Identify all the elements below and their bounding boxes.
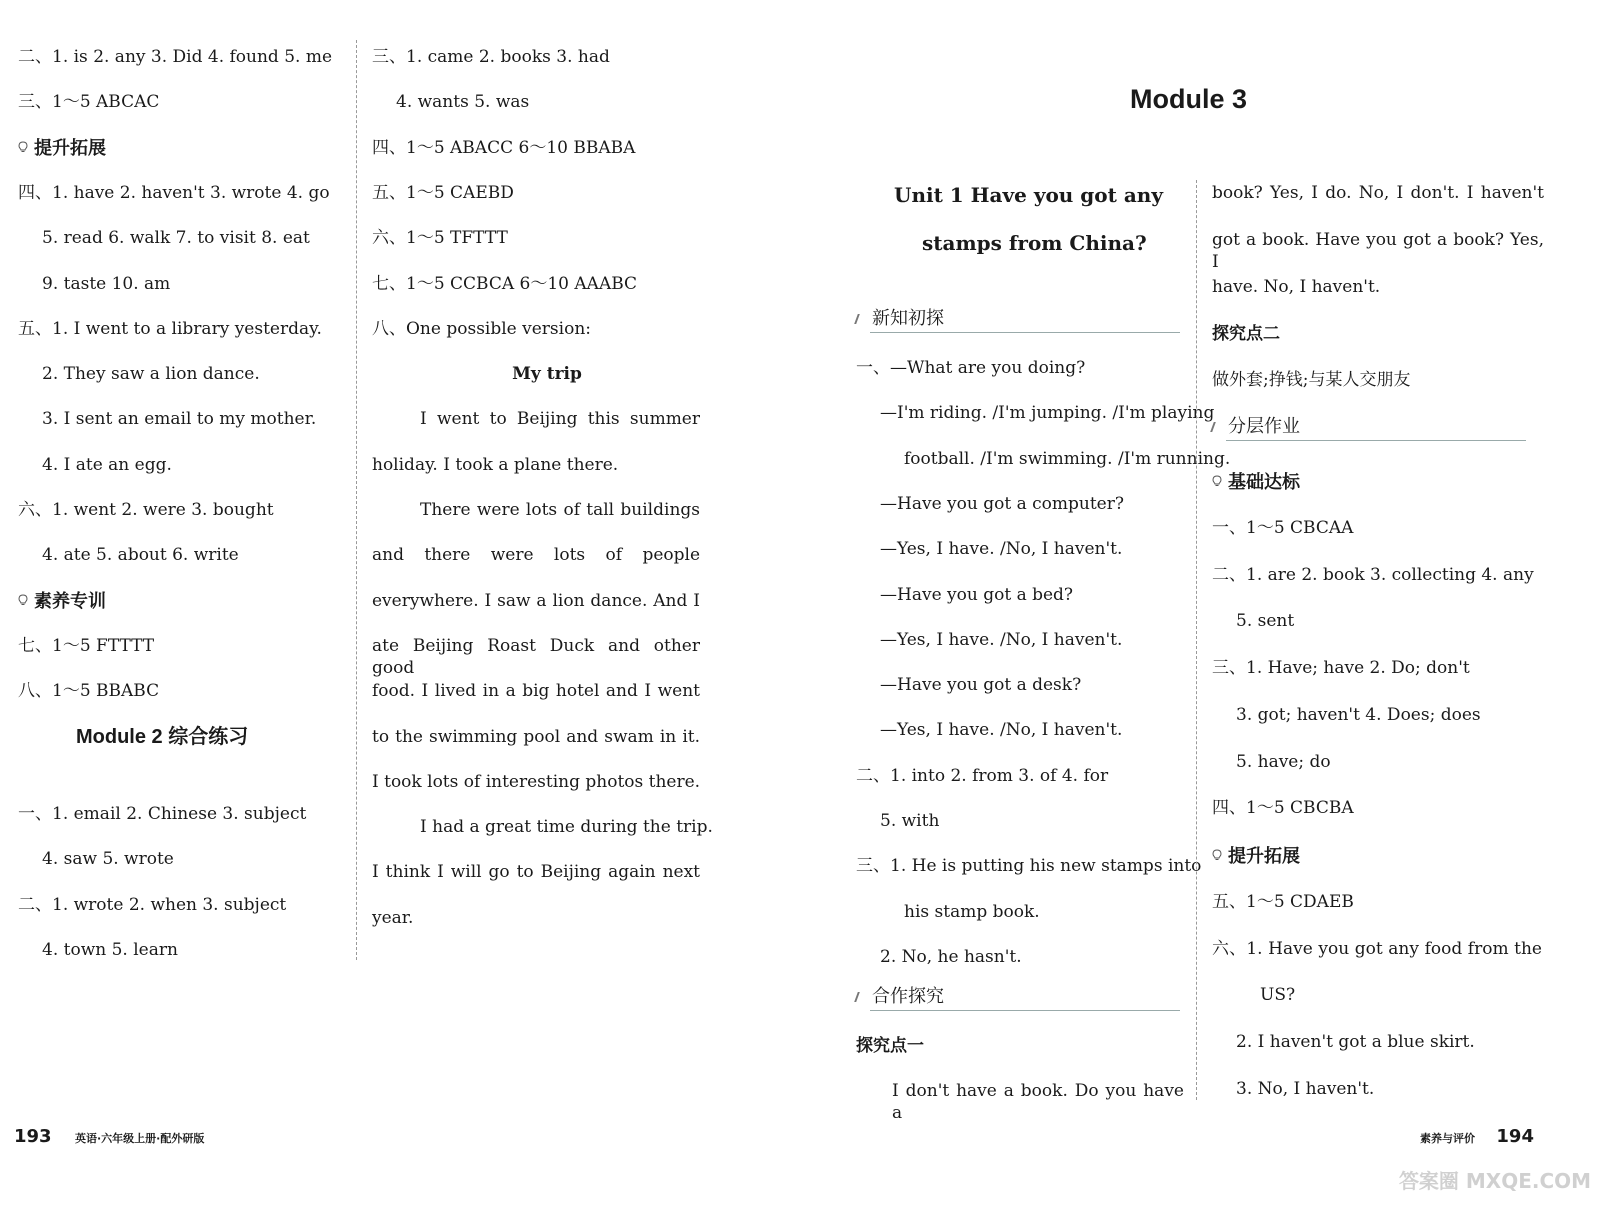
answer-line: —Yes, I have. /No, I haven't. <box>880 629 1123 650</box>
inquiry-point-1: 探究点一 <box>856 1036 924 1056</box>
column-divider-right <box>1196 180 1197 1100</box>
essay-title: My trip <box>512 364 582 385</box>
answer-line: 4. saw 5. wrote <box>42 849 174 870</box>
footer-series-title: 素养与评价 <box>1420 1132 1475 1145</box>
answer-line: 一、1～5 CBCAA <box>1212 518 1354 538</box>
section-underline <box>870 332 1180 333</box>
section-heading-advanced: 提升拓展 <box>1212 845 1300 868</box>
answer-line: 三、1. He is putting his new stamps into <box>856 856 1202 877</box>
section-underline <box>1226 440 1526 441</box>
answer-line: 做外套;挣钱;与某人交朋友 <box>1212 370 1411 390</box>
answer-line: —I'm riding. /I'm jumping. /I'm playing <box>880 403 1215 424</box>
answer-line: —Have you got a computer? <box>880 493 1124 514</box>
answer-line: 七、1～5 CCBCA 6～10 AAABC <box>372 273 638 294</box>
answer-line: 2. I haven't got a blue skirt. <box>1236 1032 1475 1053</box>
answer-line: 3. No, I haven't. <box>1236 1078 1375 1099</box>
section-underline <box>870 1010 1180 1011</box>
answer-line: 三、1～5 ABCAC <box>18 92 160 113</box>
section-heading: 提升拓展 <box>18 137 106 160</box>
answer-line: 二、1. is 2. any 3. Did 4. found 5. me <box>18 47 333 67</box>
section-marker-icon <box>854 992 866 1002</box>
answer-line: 六、1. Have you got any food from the <box>1212 938 1542 959</box>
answer-line: 四、1～5 CBCBA <box>1212 798 1354 819</box>
answer-line: 5. have; do <box>1236 751 1331 772</box>
essay-line: I think I will go to Beijing again next <box>372 862 700 883</box>
answer-line: 五、1～5 CAEBD <box>372 182 514 203</box>
bulb-icon <box>18 137 28 147</box>
footer-book-title: 英语·六年级上册·配外研版 <box>74 1132 205 1145</box>
answer-line: —Yes, I have. /No, I haven't. <box>880 720 1123 741</box>
answer-line: 5. read 6. walk 7. to visit 8. eat <box>42 228 310 249</box>
answer-line: 4. town 5. learn <box>42 939 178 960</box>
unit-title-line-2: stamps from China? <box>922 231 1147 255</box>
answer-line: 一、—What are you doing? <box>856 358 1086 378</box>
answer-line: 五、1～5 CDAEB <box>1212 892 1354 912</box>
answer-line: 3. got; haven't 4. Does; does <box>1236 704 1481 725</box>
bulb-icon <box>1212 471 1222 481</box>
answer-line: 二、1. wrote 2. when 3. subject <box>18 894 287 915</box>
module-2-title: Module 2 综合练习 <box>76 726 249 748</box>
answer-line: 4. wants 5. was <box>396 92 530 113</box>
essay-line: holiday. I took a plane there. <box>372 454 619 475</box>
answer-line: 二、1. into 2. from 3. of 4. for <box>856 765 1109 786</box>
answer-line: 三、1. came 2. books 3. had <box>372 47 610 67</box>
page-number-left: 193 <box>14 1126 52 1147</box>
answer-line: 八、One possible version: <box>372 318 591 339</box>
watermark-logo <box>1398 1136 1592 1206</box>
section-heading: 素养专训 <box>18 590 106 613</box>
answer-line: have. No, I haven't. <box>1212 277 1381 297</box>
essay-line: ate Beijing Roast Duck and other good <box>372 635 700 678</box>
answer-line: got a book. Have you got a book? Yes, I <box>1212 230 1544 272</box>
answer-line: 2. They saw a lion dance. <box>42 364 260 385</box>
bulb-icon <box>18 590 28 600</box>
section-marker-icon <box>1210 422 1222 432</box>
answer-line: —Have you got a bed? <box>880 584 1074 605</box>
essay-line: everywhere. I saw a lion dance. And I <box>372 590 700 611</box>
answer-line: 9. taste 10. am <box>42 273 171 294</box>
page-number-right: 194 <box>1496 1126 1534 1147</box>
footer-left <box>14 1126 204 1147</box>
module-3-title: Module 3 <box>1130 84 1248 114</box>
answer-line: his stamp book. <box>904 901 1040 922</box>
inquiry-point-2: 探究点二 <box>1212 324 1280 344</box>
answer-line: 二、1. are 2. book 3. collecting 4. any <box>1212 564 1534 585</box>
essay-line: and there were lots of people <box>372 545 700 566</box>
answer-line: 3. I sent an email to my mother. <box>42 409 317 430</box>
essay-line: I had a great time during the trip. <box>420 817 713 838</box>
bulb-icon <box>1212 845 1222 855</box>
answer-line: 六、1. went 2. were 3. bought <box>18 500 274 520</box>
answer-line: 三、1. Have; have 2. Do; don't <box>1212 658 1470 679</box>
section-cooperative-inquiry: 合作探究 <box>856 986 944 1008</box>
answer-line: 5. with <box>880 811 940 831</box>
answer-line: 一、1. email 2. Chinese 3. subject <box>18 804 307 824</box>
answer-line: 2. No, he hasn't. <box>880 946 1022 967</box>
answer-line: US? <box>1260 985 1296 1006</box>
answer-line: 四、1. have 2. haven't 3. wrote 4. go <box>18 182 330 203</box>
answer-line: 4. ate 5. about 6. write <box>42 545 239 566</box>
answer-line: —Have you got a desk? <box>880 675 1082 696</box>
essay-line: food. I lived in a big hotel and I went <box>372 681 700 702</box>
answer-line: 4. I ate an egg. <box>42 454 172 475</box>
answer-line: football. /I'm swimming. /I'm running. <box>904 448 1231 469</box>
essay-line: There were lots of tall buildings <box>420 500 700 520</box>
essay-line: to the swimming pool and swam in it. <box>372 726 700 747</box>
answer-line: 四、1～5 ABACC 6～10 BBABA <box>372 137 636 158</box>
essay-line: year. <box>372 907 414 928</box>
watermark-text: 答案圈 MXQE.COM <box>1398 1169 1592 1193</box>
essay-line: I took lots of interesting photos there. <box>372 771 701 792</box>
column-divider-left <box>356 40 357 960</box>
answer-line: —Yes, I have. /No, I haven't. <box>880 539 1123 560</box>
answer-line: 七、1～5 FTTTT <box>18 635 155 656</box>
section-marker-icon <box>854 314 866 324</box>
section-heading-basic: 基础达标 <box>1212 471 1300 494</box>
answer-line: 5. sent <box>1236 611 1295 632</box>
answer-line: I don't have a book. Do you have a <box>892 1081 1184 1123</box>
section-layered-homework: 分层作业 <box>1212 416 1300 438</box>
essay-line: I went to Beijing this summer <box>420 409 700 430</box>
unit-title-line-1: Unit 1 Have you got any <box>894 183 1163 207</box>
answer-line: 六、1～5 TFTTT <box>372 228 508 249</box>
answer-line: book? Yes, I do. No, I don't. I haven't <box>1212 183 1544 203</box>
answer-line: 八、1～5 BBABC <box>18 681 160 702</box>
answer-line: 五、1. I went to a library yesterday. <box>18 318 322 339</box>
section-new-knowledge: 新知初探 <box>856 308 944 330</box>
